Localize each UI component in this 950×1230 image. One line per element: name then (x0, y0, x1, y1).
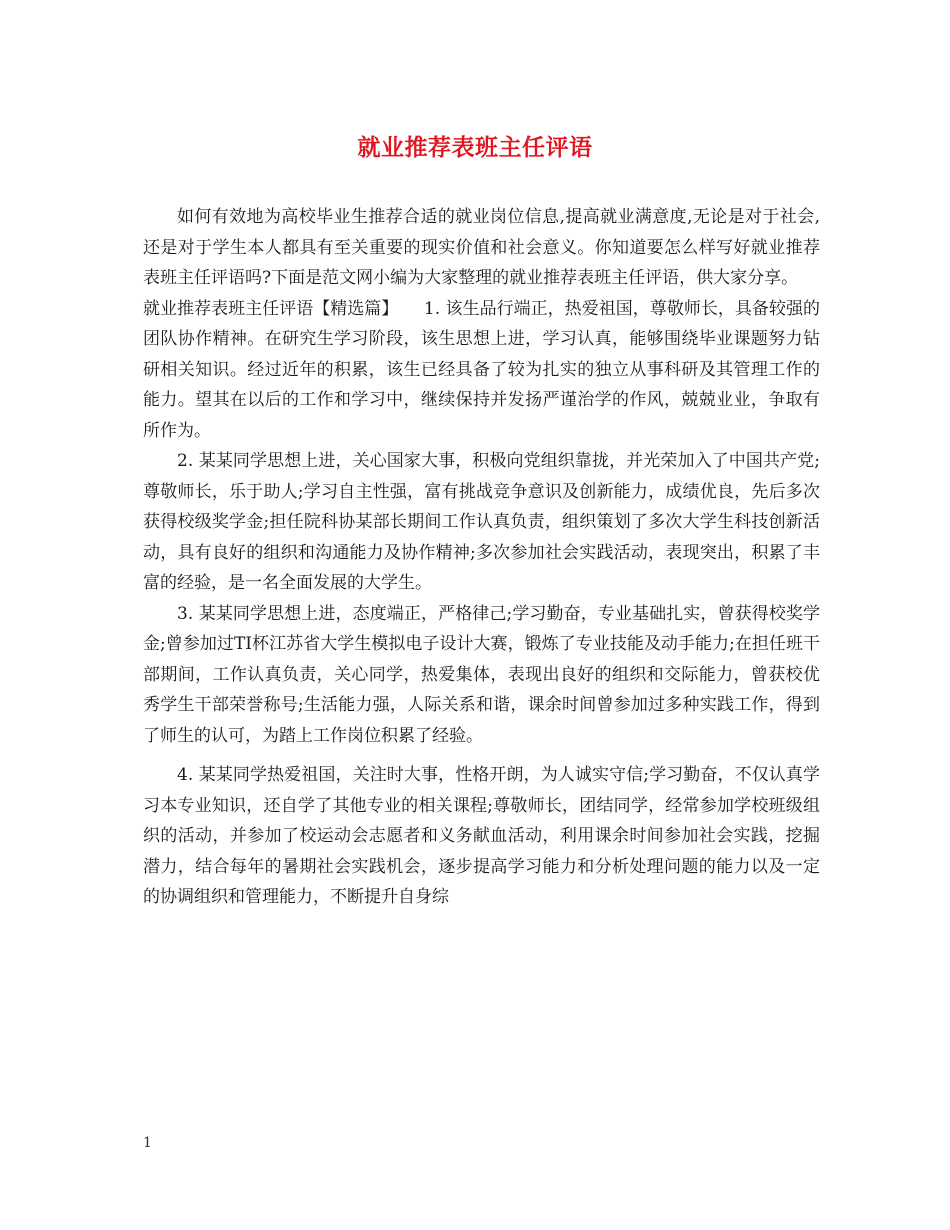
comment-paragraph-2: 2. 某某同学思想上进，关心国家大事，积极向党组织靠拢，并光荣加入了中国共产党;尊敬师长，乐于助人;学习自主性强，富有挑战竞争意识及创新能力，成绩优良，先后多次获得校级奖学金;担任院科协某部长期间工作认真负责，组织策划了多次大学生科技创新活动，具有良好的组织和沟通能力及协作精神;多次参加社会实践活动，表现突出，积累了丰富的经验，是一名全面发展的大学生。 (143, 451, 820, 593)
comment-paragraph-3: 3. 某某同学思想上进，态度端正，严格律己;学习勤奋，专业基础扎实，曾获得校奖学金;曾参加过TI杯江苏省大学生模拟电子设计大赛，锻炼了专业技能及动手能力;在担任班干部期间，工作认真负责，关心同学，热爱集体，表现出良好的组织和交际能力，曾获校优秀学生干部荣誉称号;生活能力强，人际关系和谐，课余时间曾参加过多种实践工作，得到了师生的认可，为踏上工作岗位积累了经验。 (143, 603, 820, 746)
comment-paragraph-1: 就业推荐表班主任评语【精选篇】 1. 该生品行端正，热爱祖国，尊敬师长，具备较强的团队协作精神。在研究生学习阶段，该生思想上进，学习认真，能够围绕毕业课题努力钻研相关知识。经过近年的积累，该生已经具备了较为扎实的独立从事科研及其管理工作的能力。望其在以后的工作和学习中，继续保持并发扬严谨治学的作风，兢兢业业，争取有所作为。 (143, 298, 820, 441)
document-body (143, 202, 820, 913)
document-title: 就业推荐表班主任评语 (357, 134, 593, 161)
page-number: 1 (143, 1135, 152, 1151)
intro-paragraph: 如何有效地为高校毕业生推荐合适的就业岗位信息,提高就业满意度,无论是对于社会,还是对于学生本人都具有至关重要的现实价值和社会意义。你知道要怎么样写好就业推荐表班主任评语吗?下面是范文网小编为大家整理的就业推荐表班主任评语，供大家分享。 (143, 207, 820, 288)
comment-paragraph-4: 4. 某某同学热爱祖国，关注时大事，性格开朗，为人诚实守信;学习勤奋，不仅认真学习本专业知识，还自学了其他专业的相关课程;尊敬师长，团结同学，经常参加学校班级组织的活动，并参加了校运动会志愿者和义务献血活动，利用课余时间参加社会实践，挖掘潜力，结合每年的暑期社会实践机会，逐步提高学习能力和分析处理问题的能力以及一定的协调组织和管理能力，不断提升自身综 (143, 765, 820, 907)
